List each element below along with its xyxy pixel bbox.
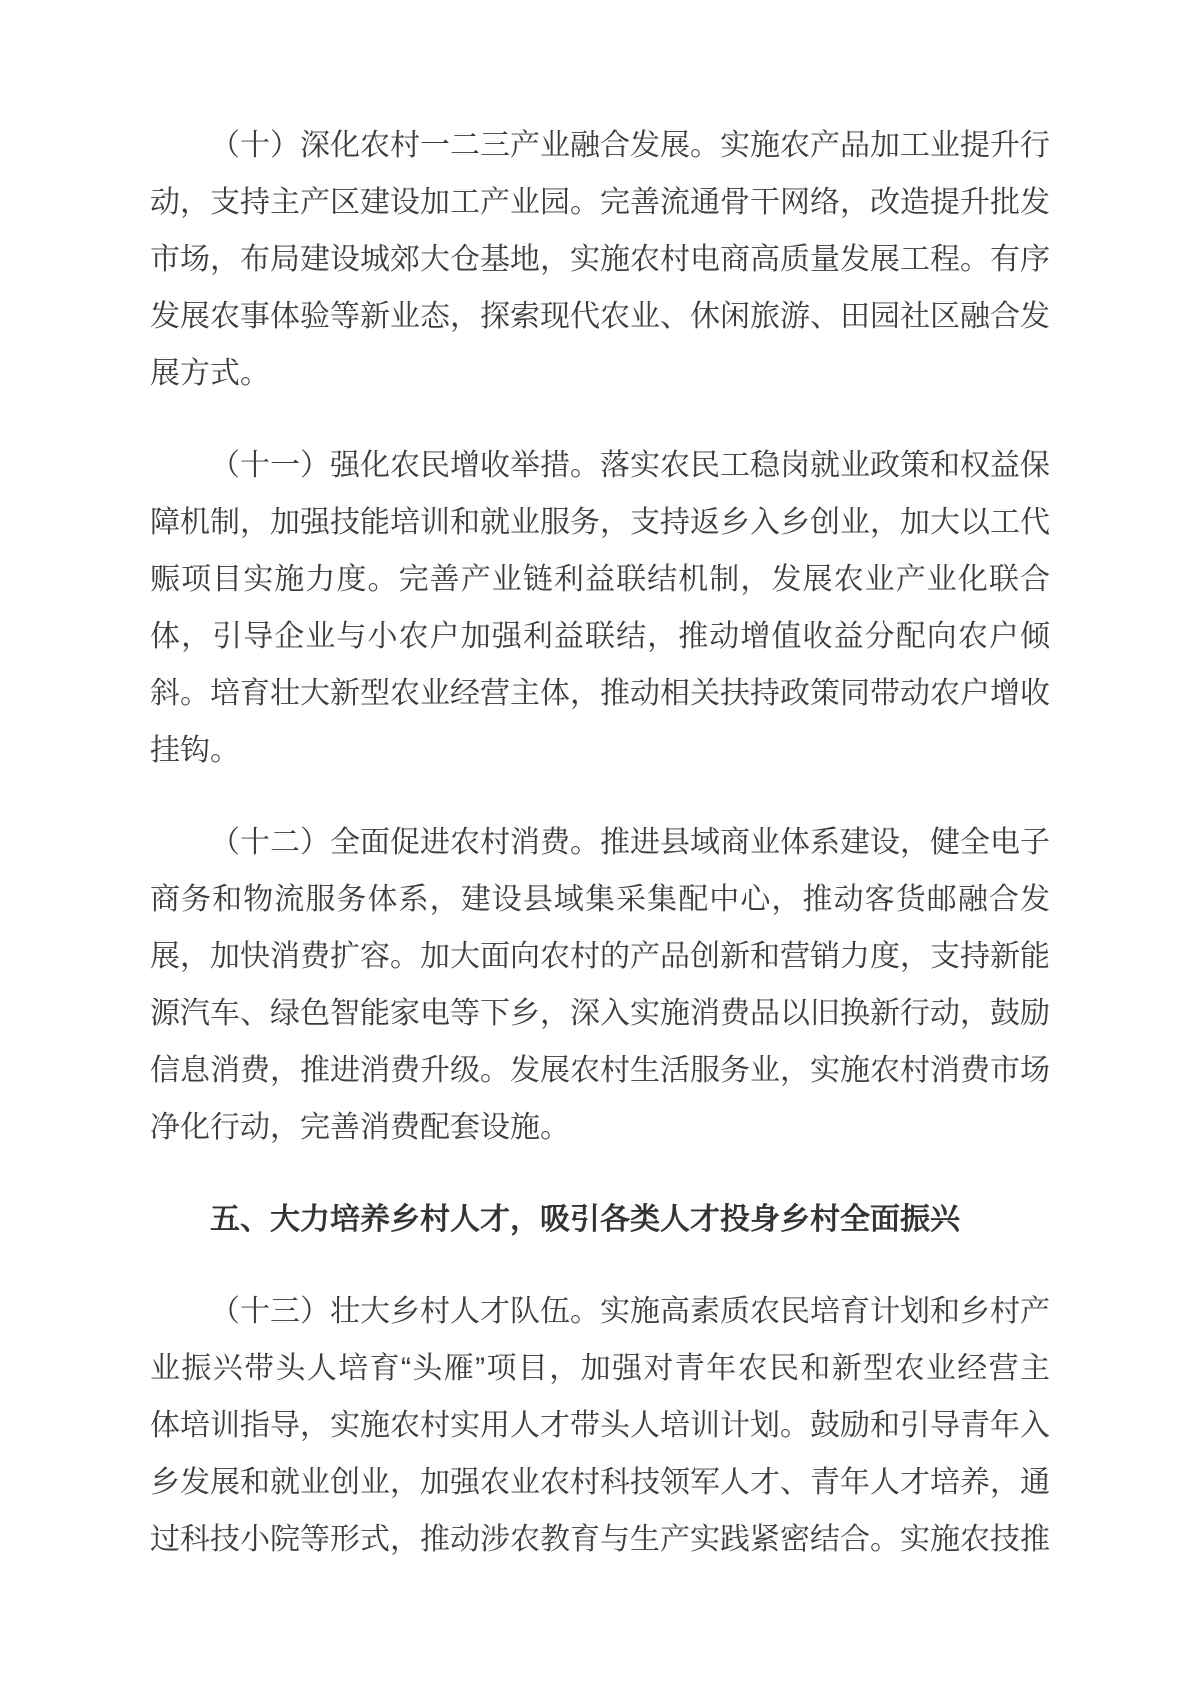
- paragraph-item-13: [150, 1283, 1050, 1568]
- text-line: 斜。培育壮大新型农业经营主体，推动相关扶持政策同带动农户增收: [150, 677, 1050, 710]
- text-line: 障机制，加强技能培训和就业服务，支持返乡入乡创业，加大以工代: [150, 506, 1050, 539]
- text-line: 动，支持主产区建设加工产业园。完善流通骨干网络，改造提升批发: [150, 186, 1050, 219]
- section-heading-text: 五、大力培养乡村人才，吸引各类人才投身乡村全面振兴: [210, 1203, 960, 1236]
- text-line: 信息消费，推进消费升级。发展农村生活服务业，实施农村消费市场: [150, 1054, 1050, 1087]
- text-line: 展方式。: [150, 357, 270, 390]
- text-line: （十三）壮大乡村人才队伍。实施高素质农民培育计划和乡村产: [210, 1295, 1050, 1328]
- text-line: 过科技小院等形式，推动涉农教育与生产实践紧密结合。实施农技推: [150, 1523, 1050, 1556]
- text-line: 乡发展和就业创业，加强农业农村科技领军人才、青年人才培养，通: [150, 1466, 1050, 1499]
- section-heading: [150, 1191, 1050, 1248]
- text-line: 体，引导企业与小农户加强利益联结，推动增值收益分配向农户倾: [150, 620, 1050, 653]
- text-line: 体培训指导，实施农村实用人才带头人培训计划。鼓励和引导青年入: [150, 1409, 1050, 1442]
- text-line: （十一）强化农民增收举措。落实农民工稳岗就业政策和权益保: [210, 449, 1050, 482]
- paragraph-item-11: [150, 437, 1050, 779]
- text-line: （十二）全面促进农村消费。推进县域商业体系建设，健全电子: [210, 826, 1050, 859]
- text-line: 源汽车、绿色智能家电等下乡，深入实施消费品以旧换新行动，鼓励: [150, 997, 1050, 1030]
- text-line: 市场，布局建设城郊大仓基地，实施农村电商高质量发展工程。有序: [150, 243, 1050, 276]
- paragraph-item-10: [150, 117, 1050, 402]
- text-line: 商务和物流服务体系，建设县域集采集配中心，推动客货邮融合发: [150, 883, 1050, 916]
- paragraph-item-12: [150, 814, 1050, 1156]
- text-line: 展，加快消费扩容。加大面向农村的产品创新和营销力度，支持新能: [150, 940, 1050, 973]
- text-line: 发展农事体验等新业态，探索现代农业、休闲旅游、田园社区融合发: [150, 300, 1050, 333]
- text-line: （十）深化农村一二三产业融合发展。实施农产品加工业提升行: [210, 129, 1050, 162]
- text-line: 挂钩。: [150, 734, 240, 767]
- text-line: 净化行动，完善消费配套设施。: [150, 1111, 570, 1144]
- text-line: 赈项目实施力度。完善产业链利益联结机制，发展农业产业化联合: [150, 563, 1050, 596]
- text-line: 业振兴带头人培育“头雁”项目，加强对青年农民和新型农业经营主: [150, 1352, 1050, 1385]
